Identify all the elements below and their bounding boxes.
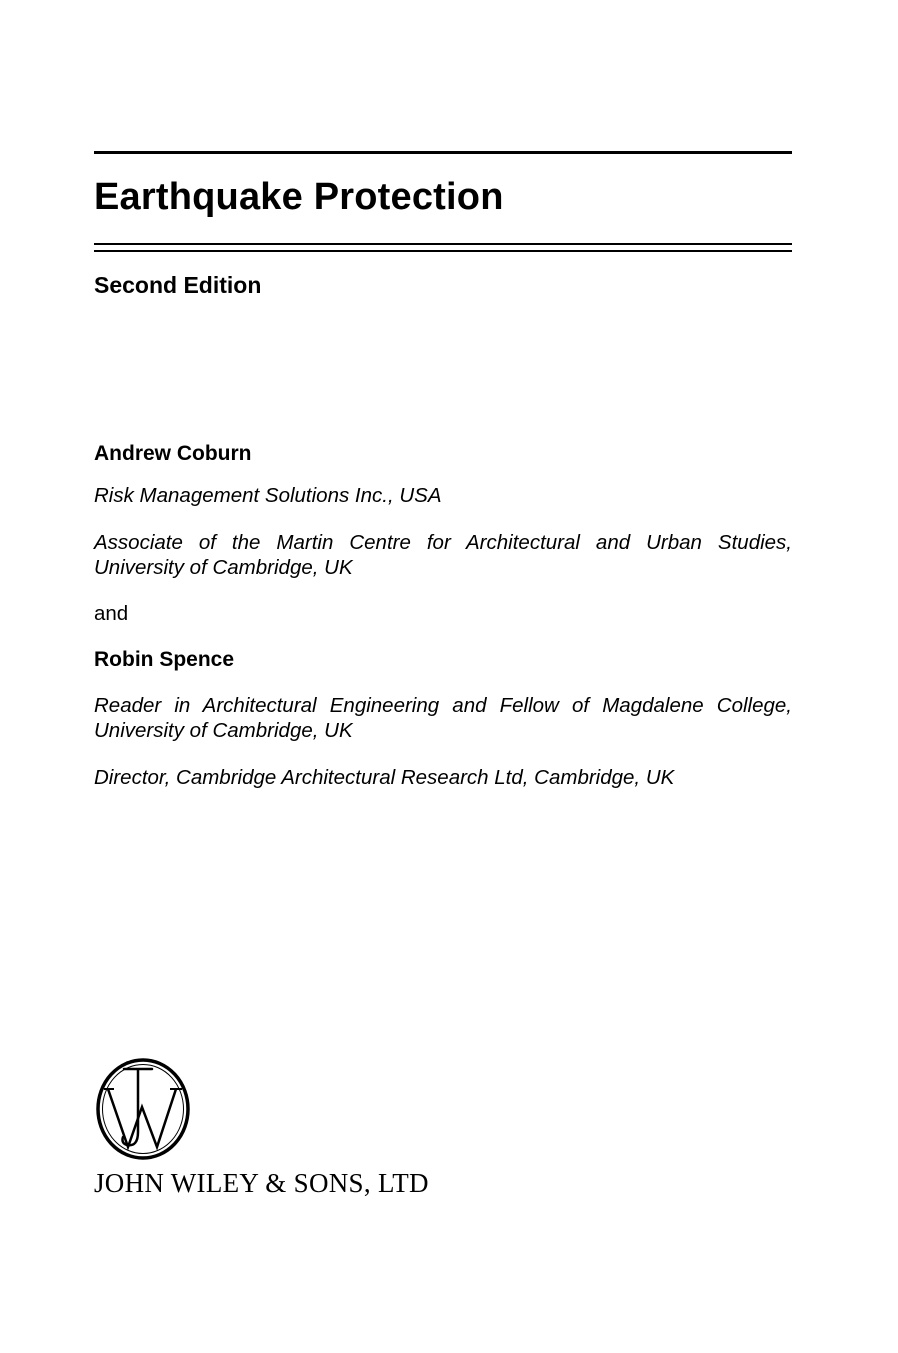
wiley-jw-monogram-icon: [94, 1057, 192, 1161]
affiliation-text: Director, Cambridge Architectural Research Ltd, Cambridge, UK: [94, 766, 675, 789]
author-conjunction: and: [94, 602, 129, 625]
double-rule-upper: [94, 243, 792, 245]
top-rule: [94, 151, 792, 154]
author-name: Robin Spence: [94, 648, 235, 671]
affiliation-text: Reader in Architectural Engineering and Fellow of Magdalene College, University of Cambridge, UK: [94, 694, 792, 742]
affiliation-text: Risk Management Solutions Inc., USA: [94, 484, 442, 507]
edition-label: Second Edition: [94, 272, 262, 298]
author-block-spence: [94, 647, 792, 673]
publisher-name: JOHN WILEY & SONS, LTD: [94, 1168, 429, 1198]
author-affiliation: [94, 483, 792, 508]
author-affiliation: [94, 765, 792, 790]
double-rule-lower: [94, 250, 792, 252]
book-title: Earthquake Protection: [94, 176, 504, 218]
author-affiliation: [94, 530, 792, 580]
affiliation-text: Associate of the Martin Centre for Architectural and Urban Studies, University of Cambridge, UK: [94, 531, 792, 579]
author-affiliation: [94, 693, 792, 743]
author-name: Andrew Coburn: [94, 442, 252, 465]
author-block-coburn: [94, 441, 792, 467]
